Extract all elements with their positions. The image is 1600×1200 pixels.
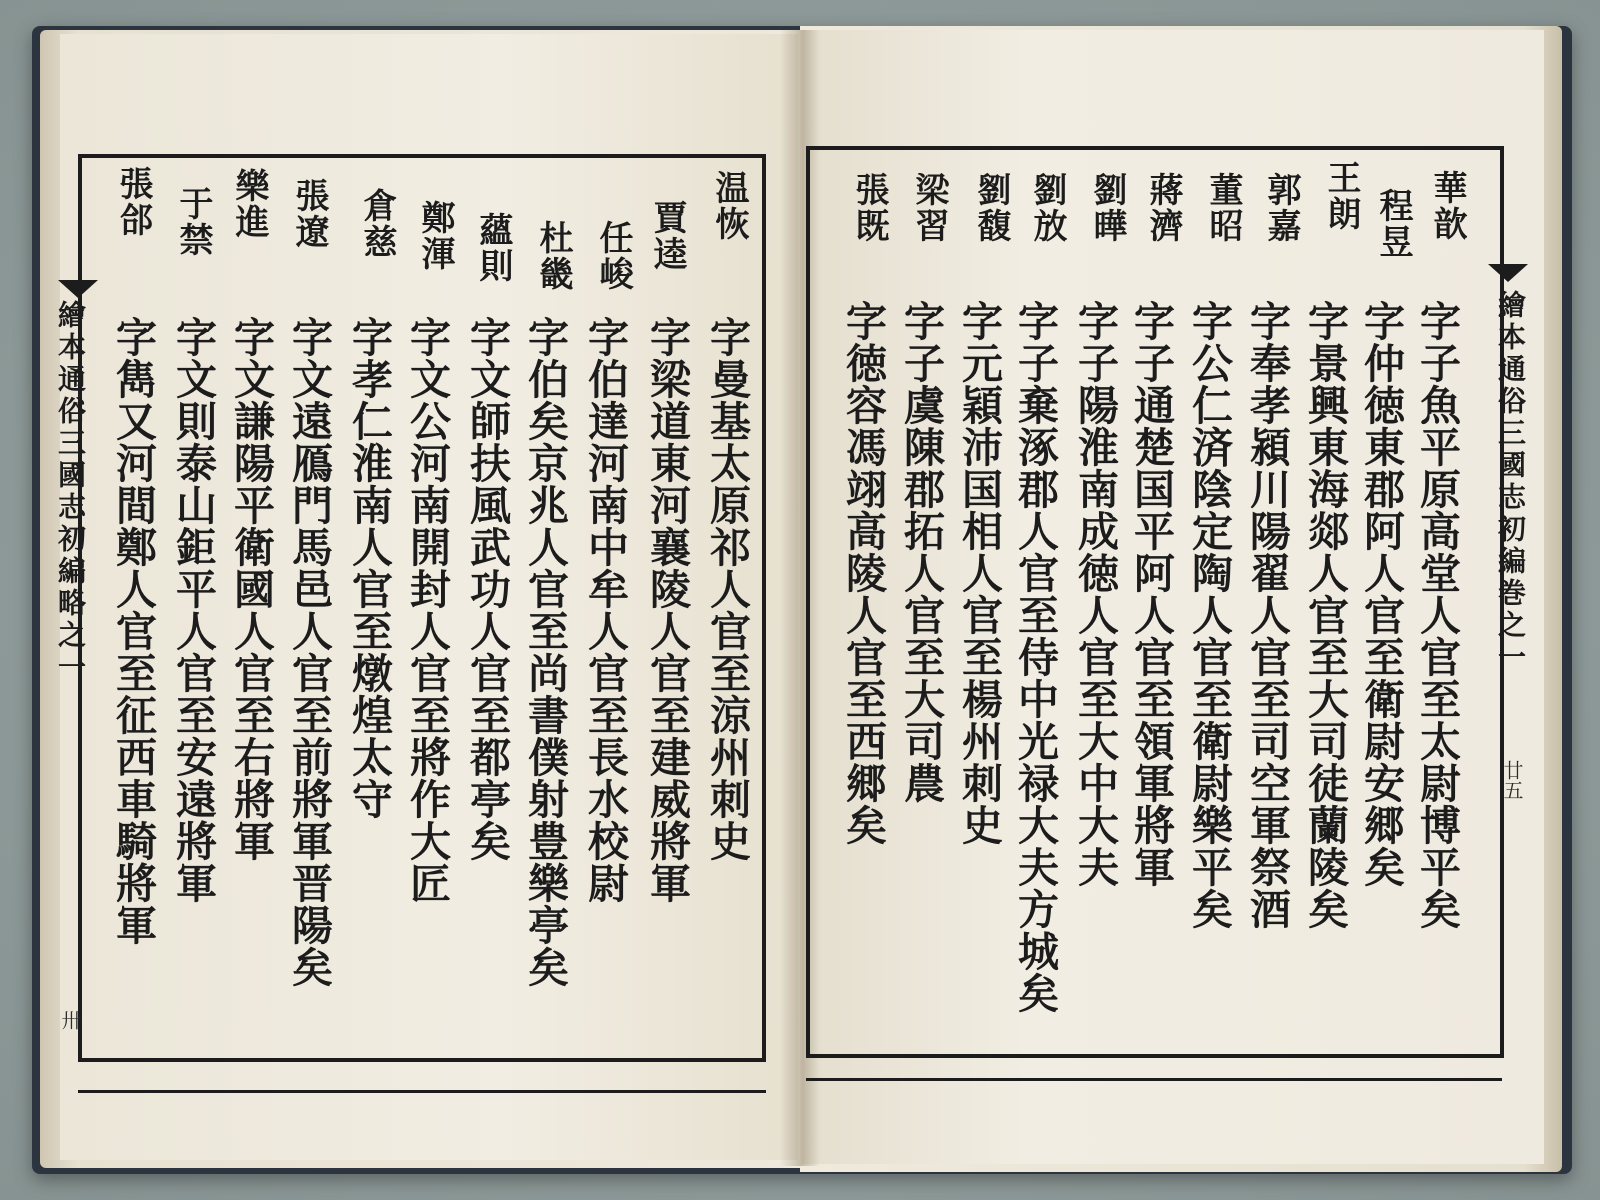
right-bottom-rule: [806, 1078, 1502, 1081]
entry-column: 字文則泰山鉅平人官至安遠將軍: [169, 316, 217, 904]
name-cell: 蘊則: [473, 212, 513, 284]
left-margin-page-number: 卅: [58, 1010, 82, 1030]
entry-column: 字子虞陳郡拓人官至大司農: [897, 300, 945, 804]
entry-column: 字文遠鴈門馬邑人官至前將軍晋陽矣: [285, 316, 333, 988]
entry-column: 字文師扶風武功人官至都亭矣: [463, 316, 511, 862]
name-cell: 程昱: [1373, 188, 1413, 260]
name-cell: 張遼: [289, 178, 329, 250]
name-cell: 劉放: [1027, 172, 1067, 244]
name-cell: 樂進: [229, 168, 269, 240]
name-cell: 劉馥: [971, 172, 1011, 244]
entry-column: 字曼基太原祁人官至涼州刺史: [703, 316, 751, 862]
name-cell: 董昭: [1203, 172, 1243, 244]
name-cell: 蔣濟: [1143, 172, 1183, 244]
name-cell: 杜畿: [533, 220, 573, 292]
right-margin-title: 繪本通俗三國志初編巻之一: [1494, 290, 1527, 674]
entry-column: 字仲徳東郡阿人官至衛尉安郷矣: [1357, 300, 1405, 888]
entry-column: 字景興東海郯人官至大司徒蘭陵矣: [1301, 300, 1349, 930]
entry-column: 字元穎沛国相人官至楊州刺史: [955, 300, 1003, 846]
entry-column: 字子棄涿郡人官至侍中光禄大夫方城矣: [1011, 300, 1059, 1014]
name-cell: 温恢: [709, 170, 749, 242]
name-cell: 華歆: [1427, 170, 1467, 242]
name-cell: 倉慈: [357, 188, 397, 260]
name-cell: 于禁: [173, 186, 213, 258]
name-cell: 劉曄: [1087, 172, 1127, 244]
entry-column: 字徳容馮翊高陵人官至西郷矣: [839, 300, 887, 846]
entry-column: 字梁道東河襄陵人官至建威將軍: [643, 316, 691, 904]
left-margin-title: 繪本通俗三國志初編略之一: [54, 300, 87, 684]
name-cell: 張既: [849, 172, 889, 244]
name-cell: 郭嘉: [1261, 172, 1301, 244]
entry-column: 字伯矣京兆人官至尚書僕射豊樂亭矣: [521, 316, 569, 988]
name-cell: 張郃: [113, 166, 153, 238]
left-fishtail-mark: [58, 280, 98, 298]
left-bottom-rule: [78, 1090, 766, 1093]
entry-column: 字伯達河南中牟人官至長水校尉: [581, 316, 629, 904]
entry-column: 字孝仁淮南人官至燉煌太守: [345, 316, 393, 820]
right-fishtail-mark: [1488, 264, 1528, 282]
entry-column: 字雋又河間鄭人官至征西車騎將軍: [109, 316, 157, 946]
name-cell: 賈逵: [647, 200, 687, 272]
entry-column: 字文公河南開封人官至將作大匠: [403, 316, 451, 904]
entry-column: 字奉孝潁川陽翟人官至司空軍祭酒: [1243, 300, 1291, 930]
entry-column: 字子通楚国平阿人官至領軍將軍: [1127, 300, 1175, 888]
entry-column: 字公仁済陰定陶人官至衛尉樂平矣: [1185, 300, 1233, 930]
name-cell: 鄭渾: [415, 200, 455, 272]
name-cell: 王朗: [1321, 160, 1361, 232]
name-cell: 任峻: [593, 220, 633, 292]
name-cell: 梁習: [909, 172, 949, 244]
entry-column: 字子陽淮南成徳人官至大中大夫: [1071, 300, 1119, 888]
entry-column: 字子魚平原高堂人官至太尉博平矣: [1413, 300, 1461, 930]
entry-column: 字文謙陽平衛國人官至右將軍: [227, 316, 275, 862]
right-margin-page-number: 廿五: [1500, 760, 1524, 800]
